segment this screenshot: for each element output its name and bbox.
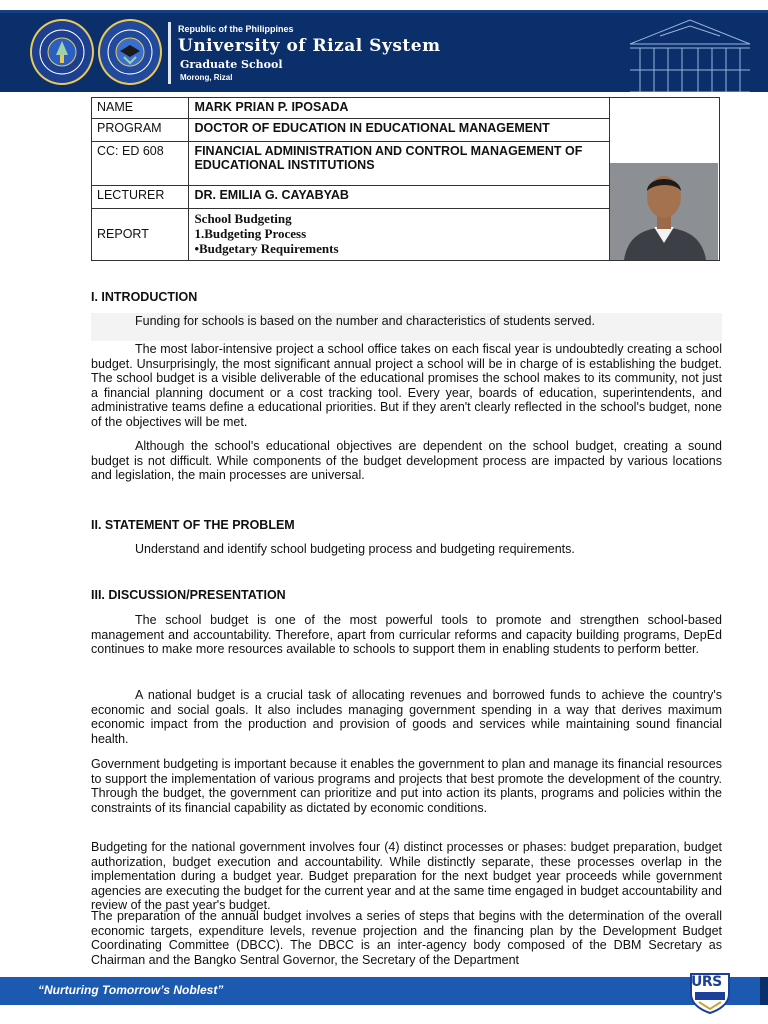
discussion-paragraph-4: Budgeting for the national government involves four (4) distinct processes or phases: budget preparation, budget authorization, budget execution and accountability. While distinctly separate, these processes overlap in the implementation during a budget year. Budget preparation for the next budget year proceeds while government agencies are executing the budget for the current year and at the same time engaged in budget accountability and review of the past year's budget.: [91, 840, 722, 913]
course-title-value: FINANCIAL ADMINISTRATION AND CONTROL MANAGEMENT OF EDUCATIONAL INSTITUTIONS: [189, 141, 610, 185]
lecturer-label: LECTURER: [92, 185, 189, 208]
republic-text: Republic of the Philippines: [178, 24, 294, 34]
banner-stripe: [0, 10, 768, 13]
discussion-paragraph-1: The school budget is one of the most powerful tools to promote and strengthen school-based management and accountability. Therefore, apart from curricular reforms and capacity building programs, DepEd continues to make more resources available to schools to support them in enabling students to perform better.: [91, 613, 722, 657]
university-name: University of Rizal System: [178, 36, 441, 56]
problem-paragraph: Understand and identify school budgeting process and budgeting requirements.: [135, 542, 575, 556]
motto-text: “Nurturing Tomorrow’s Noblest”: [38, 983, 224, 997]
report-topic-line: •Budgetary Requirements: [194, 240, 339, 256]
report-topic-line: 1.Budgeting Process: [194, 225, 307, 241]
intro-paragraph-3: Although the school's educational objectives are dependent on the school budget, creating a sound budget is not difficult. While components of the budget development process are impacted by various locations and legislation, the main processes are universal.: [91, 439, 722, 483]
discussion-paragraph-2: A national budget is a crucial task of allocating revenues and borrowed funds to achieve the country's economic and social goals. It also includes managing government spending in a way that derives maximum economic impact from the production and provision of goods and services while maintaining sound financial health.: [91, 688, 722, 746]
intro-paragraph-1: Funding for schools is based on the number and characteristics of students served.: [135, 314, 595, 328]
header-banner: [0, 10, 768, 92]
student-photo: [610, 163, 718, 260]
discussion-heading: III. DISCUSSION/PRESENTATION: [91, 588, 286, 602]
location-text: Morong, Rizal: [180, 73, 233, 82]
report-topic-line: School Budgeting: [194, 210, 292, 226]
urs-giants-logo: [685, 972, 735, 1014]
building-illustration-icon: [620, 14, 760, 92]
header-divider: [168, 22, 171, 84]
name-label: NAME: [92, 98, 189, 119]
graduate-school-seal-icon: [98, 19, 162, 85]
report-topics: [189, 208, 610, 260]
intro-paragraph-2: The most labor-intensive project a school office takes on each fiscal year is undoubtedly creating a school budget. Unsurprisingly, the most significant annual project a school will be in charge of is establishing the budget. The school budget is a visible deliverable of the educational promises the school makes to its community, not just a financial planning document or a cost tracking tool. Every year, boards of education, superintendents, and administrative teams define a educational priorities. But if they aren't clearly reflected in the school's budget, none of the objectives will be met.: [91, 342, 722, 429]
discussion-paragraph-3: Government budgeting is important because it enables the government to plan and manage its financial resources to support the implementation of various programs and projects that best promote the development of the country. Through the budget, the government can prioritize and put into action its plants, programs and policies within the constraints of its financial capability as dictated by economic conditions.: [91, 757, 722, 815]
logo-text: URS: [691, 974, 722, 990]
name-value: MARK PRIAN P. IPOSADA: [189, 98, 610, 119]
graduate-school-text: Graduate School: [180, 58, 283, 71]
course-code-label: CC: ED 608: [92, 141, 189, 185]
discussion-paragraph-5: The preparation of the annual budget involves a series of steps that begins with the determination of the overall economic targets, expenditure levels, revenue projection and the financing plan by the Development Budget Coordinating Committee (DBCC). The DBCC is an inter-agency body composed of the DBM Secretary as Chairman and the Bangko Sentral Governor, the Secretary of the Department: [91, 909, 722, 967]
student-info-table: [91, 97, 720, 261]
photo-cell: [610, 98, 720, 261]
university-seal-icon: [30, 19, 94, 85]
report-label: REPORT: [92, 208, 189, 260]
footer-banner: [0, 977, 768, 1005]
problem-heading: II. STATEMENT OF THE PROBLEM: [91, 518, 295, 532]
program-label: PROGRAM: [92, 118, 189, 141]
introduction-heading: I. INTRODUCTION: [91, 290, 198, 304]
program-value: DOCTOR OF EDUCATION IN EDUCATIONAL MANAGEMENT: [189, 118, 610, 141]
lecturer-value: DR. EMILIA G. CAYABYAB: [189, 185, 610, 208]
